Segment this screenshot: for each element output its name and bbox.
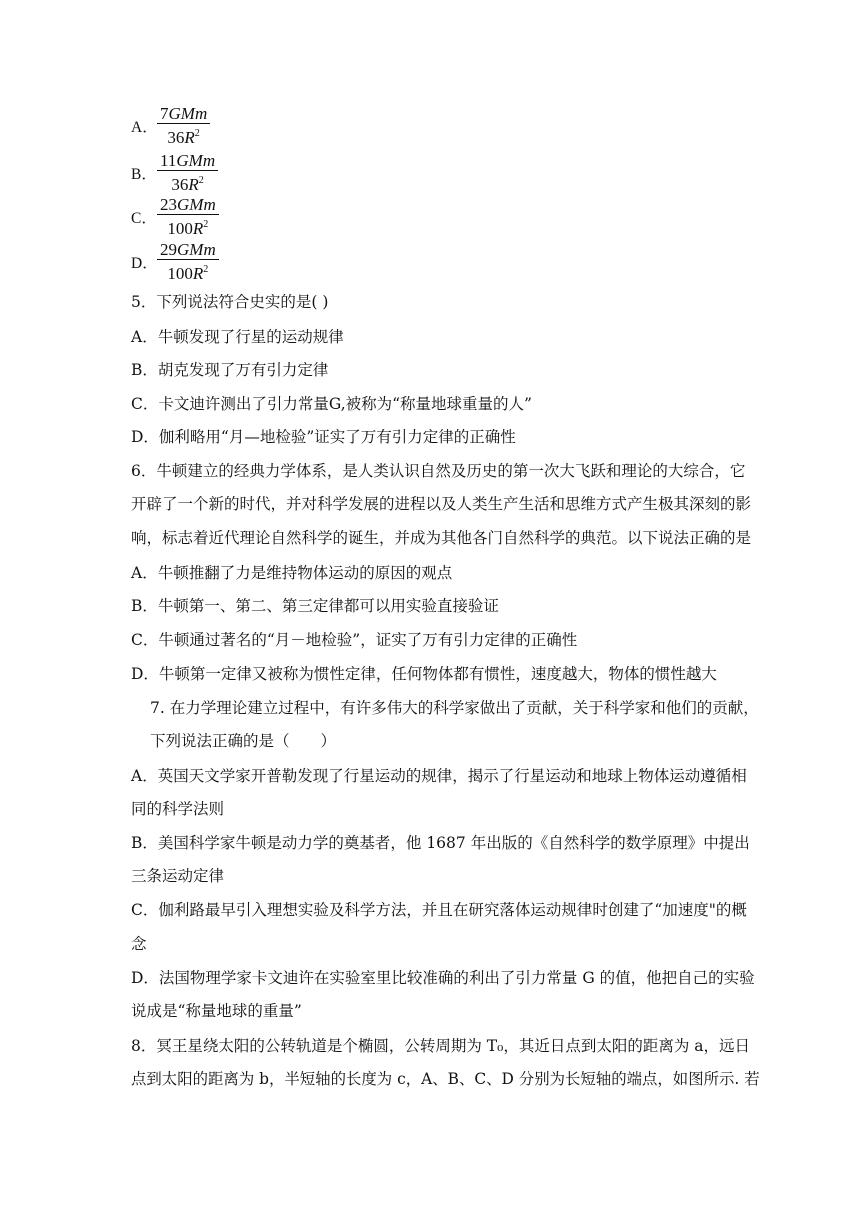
option-label: A． [131,119,158,136]
q5-option-c: C．卡文迪许测出了引力常量G,被称为“称量地球重量的人” [131,395,532,413]
option-label: C． [131,210,157,227]
q4-option-d [131,240,219,284]
fraction: $\frac{\text{29GMm}}{100R^2}$ [157,240,219,284]
q7-option-d-line-1: D．法国物理学家卡文迪许在实验室里比较准确的利出了引力常量 G 的值，他把自己的实验 [131,969,755,987]
q7-option-a-line-1: A．英国天文学家开普勒发现了行星运动的规律，揭示了行星运动和地球上物体运动遵循相 [131,767,747,785]
q8-stem-line-2: 点到太阳的距离为 b，半短轴的长度为 c，A、B、C、D 分别为长短轴的端点，如图所示. 若 [131,1070,760,1088]
q6-option-c: C．牛顿通过著名的“月－地检验”，证实了万有引力定律的正确性 [131,631,578,649]
q7-option-c-line-1: C．伽利路最早引入理想实验及科学方法，并且在研究落体运动规律时创建了“加速度"的概 [131,901,747,919]
q7-option-a-line-2: 同的科学法则 [131,800,225,818]
q7-stem-line-1: 7. 在力学理论建立过程中，有许多伟大的科学家做出了贡献，关于科学家和他们的贡献， [150,699,759,717]
fraction: $\frac{\text{23GMm}}{100R^2}$ [157,195,219,239]
q6-stem-line-2: 开辟了一个新的时代，并对科学发展的进程以及人类生产生活和思维方式产生极其深刻的影 [131,495,752,513]
q7-option-d-line-2: 说成是“称量地球的重量” [131,1002,302,1020]
q7-stem-line-2: 下列说法正确的是（ ） [150,732,337,750]
q6-option-d: D．牛顿第一定律又被称为惯性定律，任何物体都有惯性，速度越大，物体的惯性越大 [131,665,717,683]
q4-option-b [131,151,218,195]
q5-option-a: A．牛顿发现了行星的运动规律 [131,328,344,346]
q4-option-a [131,104,210,148]
q7-option-b-line-1: B．美国科学家牛顿是动力学的奠基者，他 1687 年出版的《自然科学的数学原理》中提出 [131,834,750,852]
q5-option-d: D．伽利略用“月—地检验”证实了万有引力定律的正确性 [131,428,516,446]
q6-stem-line-1: 6．牛顿建立的经典力学体系，是人类认识自然及历史的第一次大飞跃和理论的大综合，它 [131,462,746,480]
option-label: D． [131,255,158,272]
q6-option-a: A．牛顿推翻了力是维持物体运动的原因的观点 [131,564,453,582]
q7-option-b-line-2: 三条运动定律 [131,867,225,885]
option-label: B． [131,166,157,183]
fraction: $\frac{\text{7GMm}}{36R^2}$ [157,104,210,148]
fraction: $\frac{\text{11GMm}}{36R^2}$ [157,151,218,195]
q7-option-c-line-2: 念 [131,935,147,953]
q6-option-b: B．牛顿第一、第二、第三定律都可以用实验直接验证 [131,597,499,615]
q5-stem: 5．下列说法符合史实的是( ) [131,293,329,311]
q4-option-c [131,195,219,239]
q6-stem-line-3: 响，标志着近代理论自然科学的诞生，并成为其他各门自然科学的典范。以下说法正确的是 [131,529,752,547]
q5-option-b: B．胡克发现了万有引力定律 [131,361,329,379]
q8-stem-line-1: 8．冥王星绕太阳的公转轨道是个椭圆，公转周期为 T₀，其近日点到太阳的距离为 a，远日 [131,1037,751,1055]
